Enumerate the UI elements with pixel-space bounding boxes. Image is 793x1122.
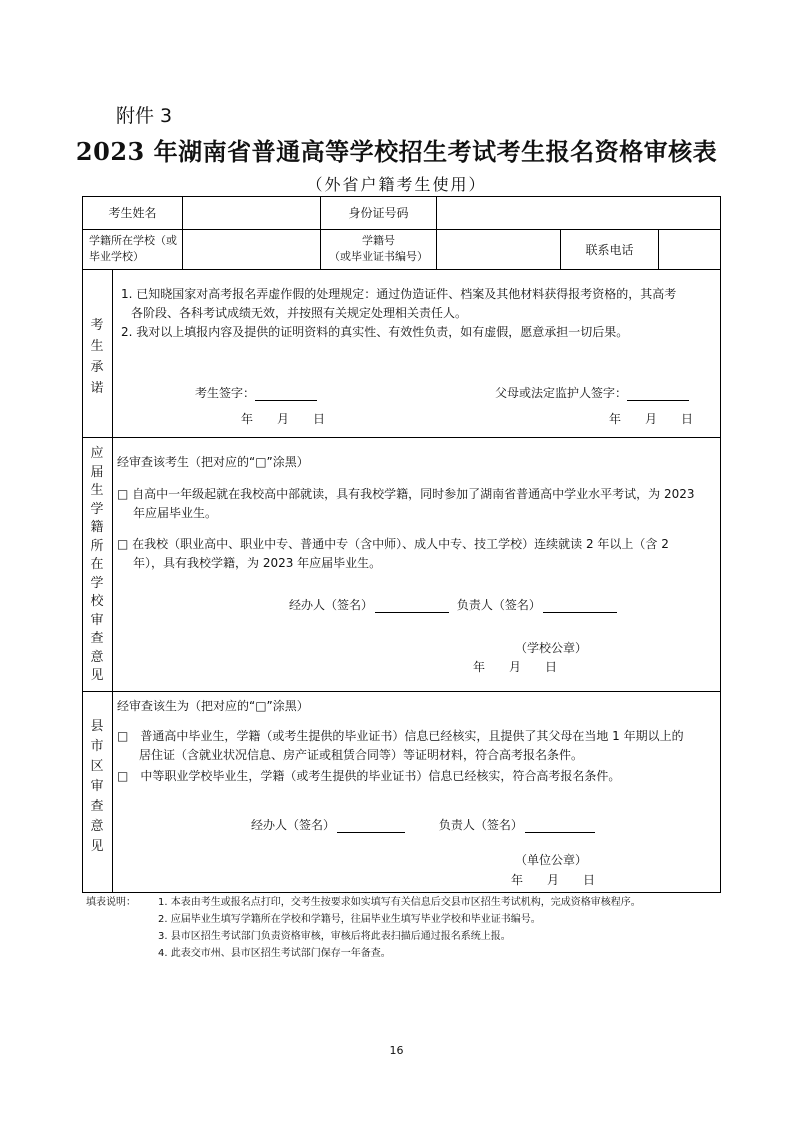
note-item: 3. 县市区招生考试部门负责资格审核，审核后将此表扫描后通过报名系统上报。 <box>158 931 511 942</box>
county-review-option-2[interactable]: □ 中等职业学校毕业生，学籍（或考生提供的毕业证书）信息已经核实，符合高考报名条件。 <box>117 769 621 783</box>
section-label-char: 县 <box>90 719 104 734</box>
county-review-option-1[interactable] <box>117 727 721 765</box>
section-label-char: 生 <box>90 483 104 498</box>
section-label-char: 学 <box>90 575 104 591</box>
section-label-char: 意 <box>90 649 104 665</box>
county-leader-label: 负责人（签名） <box>438 818 523 832</box>
section-label-char: 籍 <box>90 520 104 535</box>
pledge-text <box>121 285 721 342</box>
pledge-date-right: 年 月 日 <box>609 412 694 426</box>
page-subtitle: （外省户籍考生使用） <box>306 175 487 194</box>
school-leader-label: 负责人（签名） <box>456 598 541 612</box>
section-label-char: 见 <box>90 668 104 683</box>
county-option-1-line2: 居住证（含就业状况信息、房产证或租赁合同等）等证明材料，符合高考报名条件。 <box>139 748 584 762</box>
review-form <box>82 196 721 893</box>
section-label-char: 审 <box>90 779 104 794</box>
county-option-1-line1: □ 普通高中毕业生，学籍（或考生提供的毕业证书）信息已经核实，且提供了其父母在当地 1 年期以上的 <box>117 729 684 743</box>
school-label-line1: 学籍所在学校（或 <box>89 234 177 247</box>
note-item: 2. 应届毕业生填写学籍所在学校和学籍号，往届毕业生填写毕业学校和毕业证书编号。 <box>158 914 541 925</box>
section-label-char: 审 <box>90 612 104 628</box>
notes-head: 填表说明： <box>86 897 136 908</box>
school-review-section-label <box>85 445 109 686</box>
parent-sign <box>495 385 689 401</box>
xueji-label-line2: （或毕业证书编号） <box>329 250 428 263</box>
section-label-char: 所 <box>90 538 104 554</box>
parent-sign-label: 父母或法定监护人签字： <box>495 386 628 400</box>
school-option-2-line1: □ 在我校（职业高中、职业中专、普通中专（含中师）、成人中专、技工学校）连续就读 2 年以上（含 2 <box>117 537 669 551</box>
id-field[interactable] <box>437 198 719 228</box>
section-label-char: 查 <box>90 631 104 646</box>
county-handler-field[interactable] <box>337 818 405 833</box>
school-field[interactable] <box>183 230 319 268</box>
name-field[interactable] <box>183 198 319 228</box>
school-label <box>89 233 181 265</box>
county-review-section-label <box>85 717 109 857</box>
county-review-date: 年 月 日 <box>511 873 596 887</box>
county-review-intro: 经审查该生为（把对应的“□”涂黑） <box>117 699 309 713</box>
name-label: 考生姓名 <box>108 206 157 220</box>
phone-field[interactable] <box>659 230 719 268</box>
school-handler <box>289 597 617 613</box>
school-leader-field[interactable] <box>543 598 617 613</box>
student-sign-label: 考生签字： <box>195 386 256 400</box>
school-review-date: 年 月 日 <box>473 660 558 674</box>
pledge-item1-line1: 1. 已知晓国家对高考报名弄虚作假的处理规定：通过伪造证件、档案及其他材料获得报考资格的，其高考 <box>121 287 677 301</box>
section-label-char: 考 <box>90 318 104 333</box>
school-option-1-line1: □ 自高中一年级起就在我校高中部就读，具有我校学籍，同时参加了湖南省普通高中学业水平考试，为 2023 <box>117 487 695 501</box>
student-sign <box>195 385 317 401</box>
xueji-label <box>321 233 436 265</box>
id-label: 身份证号码 <box>348 206 409 220</box>
note-item: 4. 此表交市州、县市区招生考试部门保存一年备查。 <box>158 948 391 959</box>
section-label-char: 学 <box>90 501 104 517</box>
xueji-label-line1: 学籍号 <box>362 234 395 247</box>
pledge-item2: 2. 我对以上填报内容及提供的证明资料的真实性、有效性负责，如有虚假，愿意承担一切后果。 <box>121 325 629 339</box>
school-label-line2: 毕业学校） <box>89 250 144 263</box>
section-label-char: 承 <box>90 360 104 375</box>
school-review-option-1[interactable] <box>117 485 721 523</box>
school-seal: （学校公章） <box>515 641 588 655</box>
section-label-char: 市 <box>90 739 104 754</box>
section-label-char: 意 <box>90 819 104 834</box>
county-handler-label: 经办人（签名） <box>251 818 336 832</box>
section-label-char: 届 <box>90 464 104 480</box>
school-handler-label: 经办人（签名） <box>289 598 374 612</box>
note-item: 1. 本表由考生或报名点打印，交考生按要求如实填写有关信息后交县市区招生考试机构，完成资格审核程序。 <box>158 897 641 908</box>
section-label-char: 见 <box>90 839 104 854</box>
section-label-char: 区 <box>90 759 104 774</box>
school-review-intro: 经审查该考生（把对应的“□”涂黑） <box>117 455 309 469</box>
pledge-section-label <box>85 315 109 399</box>
school-option-2-line2: 年），具有我校学籍，为 2023 年应届毕业生。 <box>133 556 382 570</box>
section-label-char: 应 <box>90 446 104 461</box>
section-label-char: 校 <box>90 594 104 609</box>
section-label-char: 在 <box>90 557 104 572</box>
county-leader-field[interactable] <box>525 818 595 833</box>
county-handler <box>251 817 595 833</box>
pledge-item1-line2: 各阶段、各科考试成绩无效，并按照有关规定处理相关责任人。 <box>131 306 468 320</box>
school-handler-field[interactable] <box>375 598 449 613</box>
section-label-char: 生 <box>90 339 104 354</box>
page-title: 2023 年湖南省普通高等学校招生考试考生报名资格审核表 <box>75 137 718 166</box>
xueji-field[interactable] <box>437 230 559 268</box>
notes-list <box>158 894 793 962</box>
section-label-char: 诺 <box>90 381 104 396</box>
student-sign-field[interactable] <box>255 386 317 401</box>
school-review-option-2[interactable] <box>117 535 721 573</box>
annex-label: 附件 3 <box>116 105 173 127</box>
page-number: 16 <box>389 1044 404 1057</box>
school-option-1-line2: 年应届毕业生。 <box>133 506 218 520</box>
section-label-char: 查 <box>90 799 104 814</box>
pledge-date-left: 年 月 日 <box>241 412 326 426</box>
county-seal: （单位公章） <box>515 853 588 867</box>
parent-sign-field[interactable] <box>627 386 689 401</box>
phone-label: 联系电话 <box>585 243 634 257</box>
